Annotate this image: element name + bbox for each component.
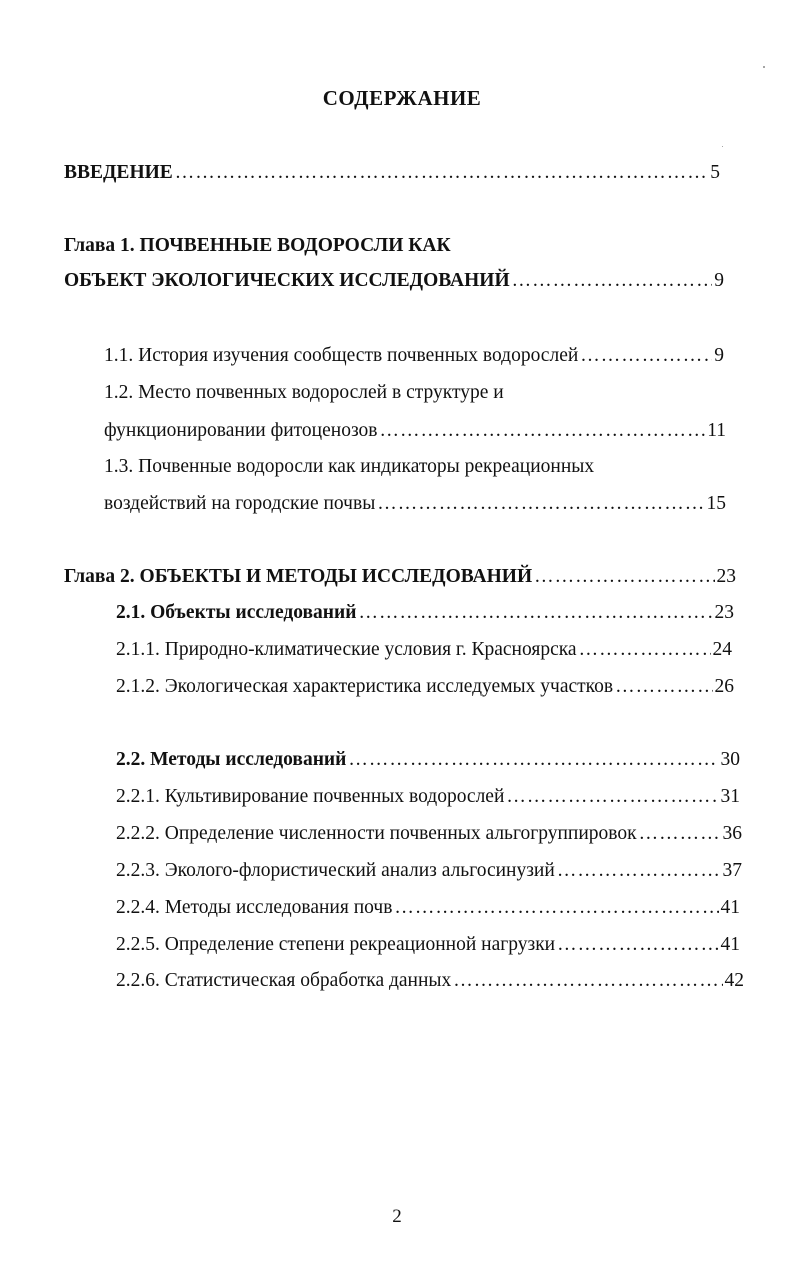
- toc-entry-chapter2[interactable]: [64, 564, 736, 590]
- toc-entry-1-1[interactable]: [104, 343, 724, 369]
- leader-dots: [557, 858, 721, 884]
- toc-entry-2-2-1[interactable]: [116, 784, 740, 810]
- toc-entry-label: 2.2.6. Статистическая обработка данных: [116, 970, 452, 991]
- toc-entry-label: 2.1. Объекты исследований: [116, 602, 357, 623]
- toc-title: СОДЕРЖАНИЕ: [322, 86, 482, 110]
- toc-entry-2-2-4[interactable]: [116, 895, 740, 921]
- toc-entry-page: 30: [720, 749, 740, 770]
- toc-entry-label: 2.2.3. Эколого-флористический анализ альгосинузий: [116, 860, 555, 881]
- toc-entry-label: 1.1. История изучения сообществ почвенных водорослей: [104, 345, 579, 366]
- toc-entry-page: 41: [720, 897, 740, 918]
- scan-speck: [722, 146, 723, 147]
- toc-entry-label: 2.2.2. Определение численности почвенных альгогруппировок: [116, 823, 637, 844]
- toc-entry-page: 36: [722, 823, 742, 844]
- leader-dots: [557, 932, 718, 958]
- toc-entry-page: 23: [716, 566, 736, 587]
- leader-dots: [380, 418, 706, 444]
- leader-dots: [615, 674, 712, 700]
- leader-dots: [175, 160, 708, 186]
- toc-entry-page: 9: [714, 270, 724, 291]
- toc-entry-page: 15: [706, 493, 726, 514]
- toc-entry-label: воздействий на городские почвы: [104, 493, 376, 514]
- leader-dots: [359, 600, 713, 626]
- toc-entry-2-2-2[interactable]: [116, 821, 742, 847]
- toc-entry-label: 2.2.5. Определение степени рекреационной нагрузки: [116, 934, 556, 955]
- toc-entry-1-3[interactable]: [104, 491, 726, 517]
- toc-entry-label: ОБЪЕКТ ЭКОЛОГИЧЕСКИХ ИССЛЕДОВАНИЙ: [64, 270, 510, 291]
- toc-entry-label: 2.1.1. Природно-климатические условия г. Красноярска: [116, 639, 577, 660]
- toc-entry-page: 9: [714, 345, 724, 366]
- toc-entry-chapter1[interactable]: [64, 268, 724, 294]
- toc-entry-2-2-3[interactable]: [116, 858, 742, 884]
- leader-dots: [506, 784, 718, 810]
- page-number: 2: [392, 1206, 402, 1227]
- toc-entry-page: 37: [722, 860, 742, 881]
- leader-dots: [580, 343, 712, 369]
- toc-entry-page: 41: [720, 934, 740, 955]
- leader-dots: [394, 895, 718, 921]
- toc-entry-page: 11: [707, 420, 726, 441]
- leader-dots: [453, 968, 722, 994]
- toc-entry-1-2[interactable]: [104, 418, 726, 444]
- toc-entry-label: 2.2. Методы исследований: [116, 749, 347, 770]
- section-1-3-line1: 1.3. Почвенные водоросли как индикаторы рекреационных: [104, 456, 595, 477]
- leader-dots: [348, 747, 718, 773]
- toc-entry-intro[interactable]: [64, 160, 720, 186]
- section-1-2-line1: 1.2. Место почвенных водорослей в структуре и: [104, 382, 504, 403]
- toc-entry-page: 23: [714, 602, 734, 623]
- toc-entry-2-2-6[interactable]: [116, 968, 744, 994]
- toc-entry-page: 24: [712, 639, 732, 660]
- leader-dots: [512, 268, 713, 294]
- toc-entry-page: 31: [720, 786, 740, 807]
- toc-entry-2-2[interactable]: [116, 747, 740, 773]
- toc-entry-2-1-1[interactable]: [116, 637, 732, 663]
- toc-entry-label: Глава 2. ОБЪЕКТЫ И МЕТОДЫ ИССЛЕДОВАНИЙ: [64, 566, 533, 587]
- toc-entry-label: функционировании фитоценозов: [104, 420, 378, 441]
- toc-entry-page: 42: [724, 970, 744, 991]
- leader-dots: [639, 821, 721, 847]
- toc-entry-label: 2.2.1. Культивирование почвенных водорослей: [116, 786, 505, 807]
- chapter1-title-line1: Глава 1. ПОЧВЕННЫЕ ВОДОРОСЛИ КАК: [64, 235, 451, 256]
- toc-entry-2-1[interactable]: [116, 600, 734, 626]
- toc-entry-2-2-5[interactable]: [116, 932, 740, 958]
- toc-entry-label: ВВЕДЕНИЕ: [64, 162, 173, 183]
- toc-entry-page: 26: [714, 676, 734, 697]
- toc-entry-label: 2.1.2. Экологическая характеристика исследуемых участков: [116, 676, 614, 697]
- toc-entry-2-1-2[interactable]: [116, 674, 734, 700]
- scan-speck: [763, 66, 765, 68]
- leader-dots: [534, 564, 714, 590]
- toc-entry-label: 2.2.4. Методы исследования почв: [116, 897, 393, 918]
- leader-dots: [579, 637, 711, 663]
- leader-dots: [377, 491, 704, 517]
- toc-entry-page: 5: [710, 162, 720, 183]
